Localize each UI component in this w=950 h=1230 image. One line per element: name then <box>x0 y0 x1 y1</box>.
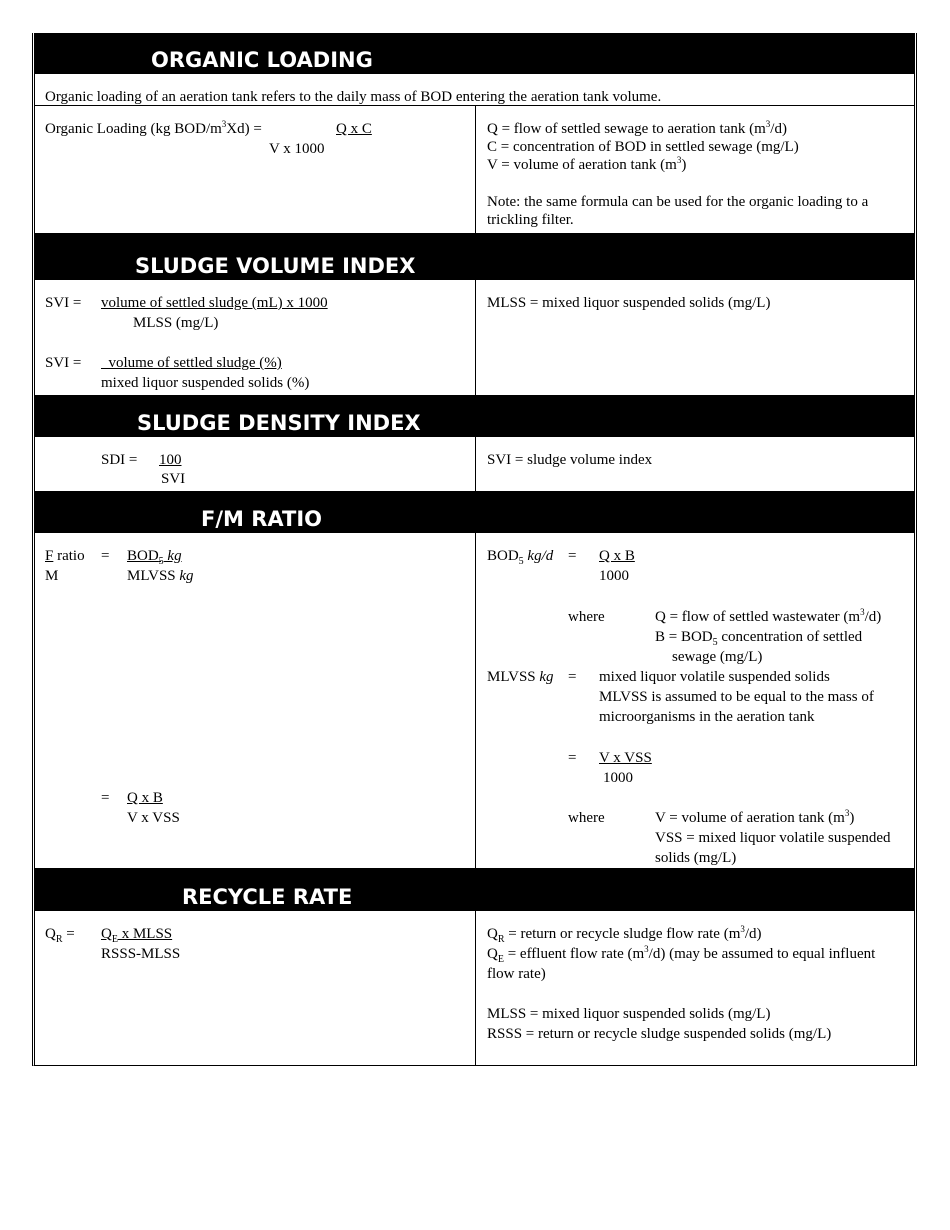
fm-denominator-2: V x VSS <box>127 810 180 826</box>
fm-where-2-v: V = volume of aeration tank $(m^3)$ <box>655 808 855 826</box>
fm-mlvss-label: MLVSS kg <box>487 669 554 685</box>
recycle-numerator: $Q_E$ x MLSS <box>101 926 173 945</box>
organic-note-line2: trickling filter. <box>487 212 574 228</box>
organic-numerator: Q x C <box>336 121 372 137</box>
section-title: ORGANIC LOADING <box>151 48 373 72</box>
recycle-def-qr: $Q_R$ = return or recycle sludge flow rate $(m^3/d)$ <box>487 924 762 945</box>
section-header-recycle-rate <box>35 868 914 911</box>
section-header-organic-loading <box>35 33 914 74</box>
fm-bod-equals: = <box>568 548 577 564</box>
column-divider <box>475 105 476 233</box>
fm-where-1-q: Q = flow of settled wastewater $(m^3/d)$ <box>655 607 882 625</box>
fm-mlvss-numerator: V x VSS <box>599 750 652 766</box>
section-title: F/M RATIO <box>201 507 323 531</box>
fm-where-2: where <box>568 810 605 826</box>
recycle-def-mlss: MLSS = mixed liquor suspended solids (mg/L) <box>487 1006 771 1022</box>
sdi-denominator: SVI <box>161 471 186 487</box>
formula-sheet <box>32 33 917 1066</box>
section-header-sludge-density-index <box>35 395 914 437</box>
fm-where-1-b-cont: sewage (mg/L) <box>672 649 763 665</box>
organic-def-c: C = concentration of BOD in settled sewage (mg/L) <box>487 139 799 155</box>
fm-equals-1: = <box>101 548 110 564</box>
fm-where-2-vss: VSS = mixed liquor volatile suspended <box>655 830 891 846</box>
recycle-def-rsss: RSSS = return or recycle sludge suspended solids (mg/L) <box>487 1026 832 1042</box>
sdi-numerator: 100 <box>159 452 182 468</box>
fm-numerator-1: $BOD_5$ kg <box>127 548 182 567</box>
fm-bod-denominator: 1000 <box>599 568 629 584</box>
fm-denominator-1: MLVSS kg <box>127 568 194 584</box>
svi-denominator-1: MLSS (mg/L) <box>133 315 219 331</box>
fm-mlvss-def-2: MLVSS is assumed to be equal to the mass of <box>599 689 874 705</box>
svi-denominator-2: mixed liquor suspended solids (%) <box>101 375 310 391</box>
fm-numerator-2: Q x B <box>127 790 163 806</box>
recycle-lhs: $Q_R$ = <box>45 926 75 945</box>
section-title: RECYCLE RATE <box>182 885 353 909</box>
organic-def-v: V = volume of aeration tank $(m^3)$ <box>487 155 687 173</box>
recycle-def-qe-cont: flow rate) <box>487 966 546 982</box>
column-divider <box>475 280 476 395</box>
column-divider <box>475 437 476 491</box>
sdi-def-svi: SVI = sludge volume index <box>487 452 653 468</box>
fm-where-2-vss-cont: solids (mg/L) <box>655 850 737 866</box>
fm-bod-label: $BOD_5$ kg/d <box>487 548 554 567</box>
fm-mlvss-def-3: microorganisms in the aeration tank <box>599 709 815 725</box>
organic-formula-lhs: Organic Loading (kg BOD/$m^3Xd$) = <box>45 119 262 137</box>
organic-note-line1: Note: the same formula can be used for the organic loading to a <box>487 194 869 210</box>
sdi-label: SDI = <box>101 452 138 468</box>
svi-label-2: SVI = <box>45 355 82 371</box>
section-title: SLUDGE VOLUME INDEX <box>135 254 416 278</box>
svi-def-mlss: MLSS = mixed liquor suspended solids (mg/L) <box>487 295 771 311</box>
organic-denominator: V x 1000 <box>269 141 325 157</box>
organic-def-q: Q = flow of settled sewage to aeration tank $(m^3/d)$ <box>487 119 787 137</box>
column-divider <box>475 911 476 1066</box>
svi-label-1: SVI = <box>45 295 82 311</box>
fm-ratio-m: M <box>45 568 59 584</box>
fm-ratio-f: F ratio <box>45 548 85 564</box>
fm-mlvss-equals-2: = <box>568 750 577 766</box>
fm-mlvss-denominator: 1000 <box>603 770 633 786</box>
fm-where-1: where <box>568 609 605 625</box>
section-title: SLUDGE DENSITY INDEX <box>137 411 421 435</box>
column-divider <box>475 533 476 868</box>
fm-mlvss-def-1: mixed liquor volatile suspended solids <box>599 669 830 685</box>
svi-numerator-2: volume of settled sludge (%) <box>108 355 282 371</box>
recycle-def-qe: $Q_E$ = effluent flow rate $(m^3/d)$ (may be assumed to equal influent <box>487 944 876 965</box>
fm-mlvss-equals: = <box>568 669 577 685</box>
section-header-sludge-volume-index <box>35 233 914 280</box>
fm-bod-numerator: Q x B <box>599 548 635 564</box>
recycle-denominator: RSSS-MLSS <box>101 946 181 962</box>
fm-where-1-b: $B = BOD_5$ concentration of settled <box>655 629 863 648</box>
fm-equals-2: = <box>101 790 110 806</box>
section-header-fm-ratio <box>35 491 914 533</box>
svi-numerator-1: volume of settled sludge (mL) x 1000 <box>101 295 328 311</box>
organic-intro: Organic loading of an aeration tank refers to the daily mass of BOD entering the aeration tank volume. <box>45 89 662 105</box>
